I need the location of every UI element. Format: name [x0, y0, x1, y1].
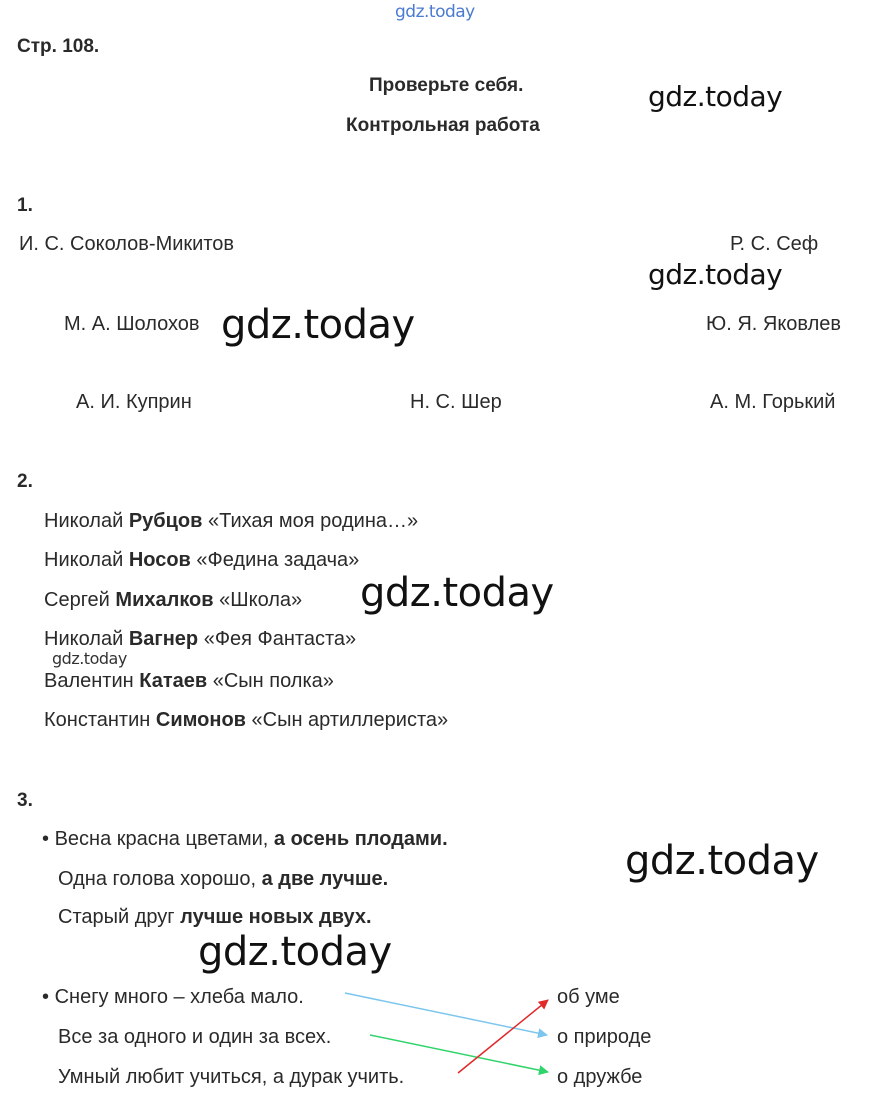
- author-sholokhov: М. А. Шолохов: [64, 313, 200, 335]
- author-yakovlev: Ю. Я. Яковлев: [706, 313, 841, 335]
- list-item: Константин Симонов «Сын артиллериста»: [44, 709, 449, 731]
- author-sokolov: И. С. Соколов-Микитов: [19, 233, 235, 255]
- proverb-line: Старый друг лучше новых двух.: [58, 906, 372, 928]
- watermark: gdz.today: [221, 302, 415, 348]
- task-number: 3.: [17, 790, 33, 811]
- page-title: Проверьте себя.: [369, 75, 524, 96]
- task-number: 2.: [17, 471, 33, 492]
- match-left-item: • Снегу много – хлеба мало.: [42, 986, 304, 1008]
- list-item: Николай Рубцов «Тихая моя родина…»: [44, 510, 419, 532]
- list-item: Николай Носов «Федина задача»: [44, 549, 360, 571]
- watermark: gdz.today: [198, 929, 392, 975]
- match-right-item: о дружбе: [557, 1066, 643, 1088]
- watermark: gdz.today: [360, 570, 554, 616]
- list-item: Валентин Катаев «Сын полка»: [44, 670, 334, 692]
- watermark-small: gdz.today: [52, 649, 127, 668]
- arrow-friendship: [370, 1035, 548, 1072]
- list-item: Сергей Михалков «Школа»: [44, 589, 303, 611]
- watermark: gdz.today: [648, 258, 783, 291]
- list-item: Николай Вагнер «Фея Фантаста»: [44, 628, 357, 650]
- author-gorky: А. М. Горький: [710, 391, 836, 413]
- page-number: Стр. 108.: [17, 36, 100, 57]
- match-right-item: о природе: [557, 1026, 652, 1048]
- arrow-nature: [345, 993, 547, 1035]
- watermark: gdz.today: [625, 838, 819, 884]
- proverb-line: Одна голова хорошо, а две лучше.: [58, 868, 389, 890]
- watermark: gdz.today: [648, 80, 783, 113]
- page-subtitle: Контрольная работа: [346, 115, 540, 136]
- author-kuprin: А. И. Куприн: [76, 391, 192, 413]
- watermark-top: gdz.today: [395, 2, 475, 22]
- match-left-item: Все за одного и один за всех.: [58, 1026, 332, 1048]
- author-sher: Н. С. Шер: [410, 391, 502, 413]
- proverb-line: • Весна красна цветами, а осень плодами.: [42, 828, 448, 850]
- task-number: 1.: [17, 195, 33, 216]
- match-right-item: об уме: [557, 986, 620, 1008]
- match-left-item: Умный любит учиться, а дурак учить.: [58, 1066, 405, 1088]
- author-sef: Р. С. Сеф: [730, 233, 819, 255]
